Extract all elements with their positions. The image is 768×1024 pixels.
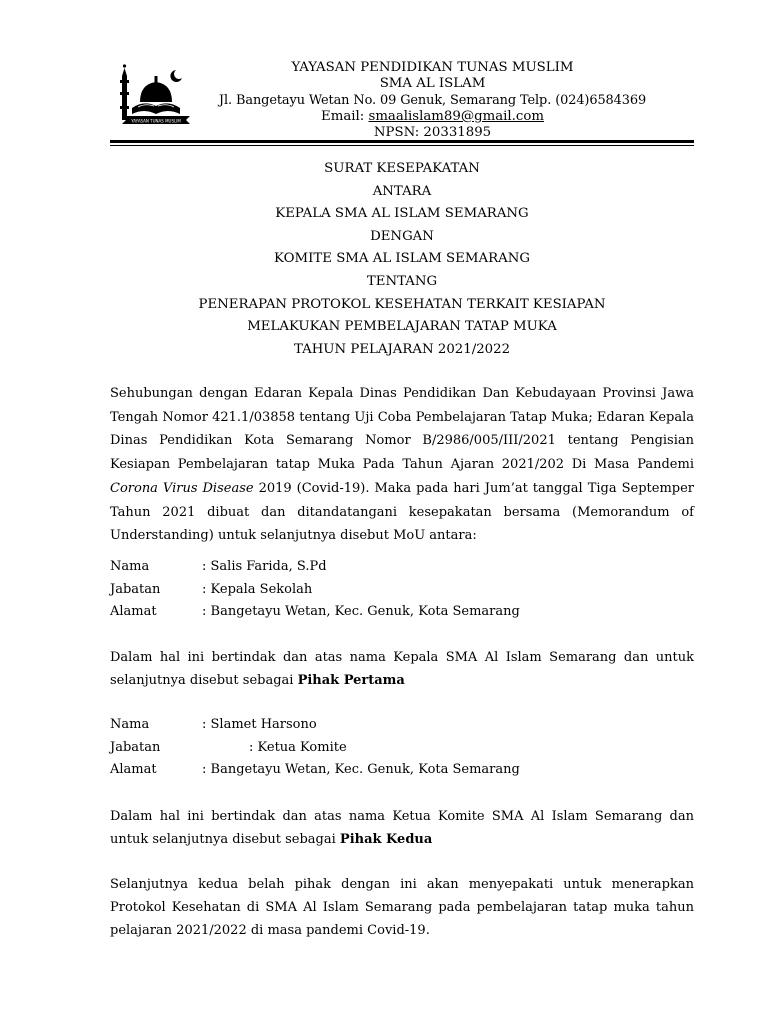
party2-role: Pihak Kedua	[339, 832, 433, 847]
intro-paragraph	[110, 382, 694, 548]
party1-statement	[110, 646, 694, 692]
party2-name: : Slamet Harsono	[202, 717, 317, 732]
party1-address: : Bangetayu Wetan, Kec. Genuk, Kota Semarang	[202, 604, 520, 619]
title-line-9: TAHUN PELAJARAN 2021/2022	[293, 341, 511, 357]
title-line-3: KEPALA SMA AL ISLAM SEMARANG	[275, 206, 529, 222]
email-line	[205, 109, 660, 125]
party1-name-label: Nama	[110, 559, 150, 574]
title-line-4: DENGAN	[370, 228, 434, 244]
intro-text-b: 2019 (Covid-19). Maka pada hari Jum’at tanggal Tiga Septemper Tahun 2021 dibuat dan ditandatangani kesepakatan bersama (Memorandum of Understanding) untuk selanjutnya disebut MoU antara:	[110, 480, 695, 544]
school-name: SMA AL ISLAM	[379, 76, 486, 92]
party1-address-row	[110, 603, 694, 626]
foundation-name: YAYASAN PENDIDIKAN TUNAS MUSLIM	[291, 60, 574, 75]
title-line-7: PENERAPAN PROTOKOL KESEHATAN TERKAIT KESIAPAN	[198, 296, 606, 312]
title-line-2: ANTARA	[372, 183, 432, 199]
party1-position-row	[110, 581, 694, 604]
title-line-8: MELAKUKAN PEMBELAJARAN TATAP MUKA	[247, 319, 557, 335]
letterhead	[205, 60, 660, 141]
title-line-6: TENTANG	[366, 273, 438, 289]
title-line-5: KOMITE SMA AL ISLAM SEMARANG	[274, 251, 530, 267]
school-address: Jl. Bangetayu Wetan No. 09 Genuk, Semarang Telp. (024)6584369	[218, 92, 647, 108]
intro-italic: Corona Virus Disease	[110, 480, 254, 496]
party1-name: : Salis Farida, S.Pd	[202, 559, 327, 574]
email-link[interactable]: smaalislam89@gmail.com	[368, 108, 544, 124]
document-title	[110, 160, 694, 363]
email-label: Email:	[321, 108, 369, 124]
party1-statement-text: Dalam hal ini bertindak dan atas nama Kepala SMA Al Islam Semarang dan untuk selanjutnya disebut sebagai	[110, 650, 694, 688]
party2-details	[110, 716, 694, 784]
party2-statement	[110, 805, 694, 851]
party2-name-row	[110, 716, 694, 739]
party1-position-label: Jabatan	[110, 581, 161, 597]
party2-position-row	[110, 739, 694, 762]
title-line-1: SURAT KESEPAKATAN	[324, 161, 480, 176]
npsn: NPSN: 20331895	[373, 125, 492, 141]
party1-role: Pihak Pertama	[297, 673, 405, 688]
school-logo	[118, 62, 200, 128]
closing-paragraph: Selanjutnya kedua belah pihak dengan ini akan menyepakati untuk menerapkan Protokol Kesehatan di SMA Al Islam Semarang pada pembelajaran tatap muka tahun pelajaran 2021/2022 di masa pandemi Covid-19.	[110, 877, 694, 938]
party1-details	[110, 558, 694, 626]
party2-position: : Ketua Komite	[249, 739, 347, 755]
party1-name-row	[110, 558, 694, 581]
party2-address-row	[110, 761, 694, 784]
party2-name-label: Nama	[110, 717, 150, 732]
party2-statement-text: Dalam hal ini bertindak dan atas nama Ketua Komite SMA Al Islam Semarang dan untuk selanjutnya disebut sebagai	[110, 809, 694, 847]
party1-address-label: Alamat	[110, 604, 157, 619]
logo-banner-text: YAYASAN TUNAS MUSLIM	[131, 118, 181, 124]
party1-position: : Kepala Sekolah	[202, 581, 313, 597]
letterhead-divider-thin	[110, 145, 694, 146]
intro-text-a: Sehubungan dengan Edaran Kepala Dinas Pendidikan Dan Kebudayaan Provinsi Jawa Tengah Nomor 421.1/03858 tentang Uji Coba Pembelajaran Tatap Muka; Edaran Kepala Dinas Pendidikan Kota Semarang Nomor B/2986/005/III/2021 tentang Pengisian Kesiapan Pembelajaran tatap Muka Pada Tahun Ajaran 2021/202 Di Masa Pandemi	[110, 386, 694, 473]
mosque-logo-icon	[118, 62, 200, 128]
letterhead-divider-thick	[110, 140, 694, 143]
party2-address-label: Alamat	[110, 762, 157, 777]
party2-address: : Bangetayu Wetan, Kec. Genuk, Kota Semarang	[202, 762, 520, 777]
party2-position-label: Jabatan	[110, 739, 161, 755]
